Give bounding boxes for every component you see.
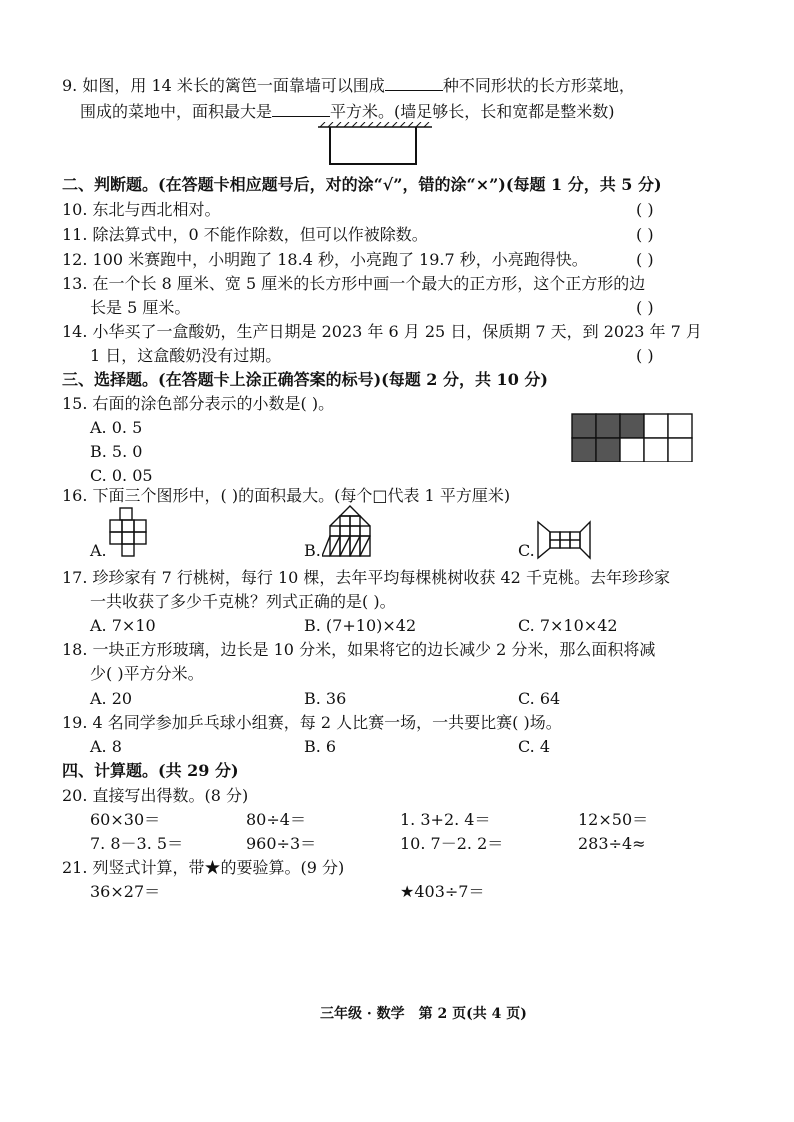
q9-blank-2[interactable] xyxy=(272,100,330,117)
q20-expr[interactable]: 10. 7－2. 2＝ xyxy=(400,834,504,853)
q15-option-c[interactable]: C. 0. 05 xyxy=(90,466,153,485)
q19-option-c[interactable]: C. 4 xyxy=(518,737,551,756)
page-footer: 三年级 · 数学 第 2 页(共 4 页) xyxy=(320,1006,527,1022)
q16-figure-b-house-shape xyxy=(322,504,378,560)
q13-text-1: 13. 在一个长 8 厘米、宽 5 厘米的长方形中画一个最大的正方形，这个正方形的边 xyxy=(62,274,646,293)
q10-text: 10. 东北与西北相对。 xyxy=(62,200,221,219)
q12-text: 12. 100 米赛跑中，小明跑了 18.4 秒，小亮跑了 19.7 秒，小亮跑得快。 xyxy=(62,250,588,269)
q17-option-c[interactable]: C. 7×10×42 xyxy=(518,616,618,635)
q17-stem-1: 17. 珍珍家有 7 行桃树，每行 10 棵，去年平均每棵桃树收获 42 千克桃。去年珍珍家 xyxy=(62,568,670,587)
q20-expr[interactable]: 12×50＝ xyxy=(578,810,649,829)
q20-expr[interactable]: 283÷4≈ xyxy=(578,834,646,853)
q9-blank-1[interactable] xyxy=(385,74,443,91)
q11-answer-paren[interactable]: ( ) xyxy=(636,225,654,244)
q21-expr-star[interactable]: ★403÷7＝ xyxy=(400,882,485,901)
q13-text-2: 长是 5 厘米。 xyxy=(90,298,191,317)
q16-option-b[interactable]: B. xyxy=(304,541,321,560)
q15-shaded-grid xyxy=(570,412,696,462)
q21-stem: 21. 列竖式计算，带★的要验算。(9 分) xyxy=(62,858,345,877)
sec2-heading: 二、判断题。(在答题卡相应题号后，对的涂“√”，错的涂“×”)(每题 1 分，共 5 分) xyxy=(62,175,662,194)
q15-option-b[interactable]: B. 5. 0 xyxy=(90,442,143,461)
q20-expr[interactable]: 960÷3＝ xyxy=(246,834,317,853)
q14-text-2: 1 日，这盒酸奶没有过期。 xyxy=(90,346,282,365)
q16-stem: 16. 下面三个图形中，( )的面积最大。(每个□代表 1 平方厘米) xyxy=(62,486,511,505)
q15-grid-cell-shaded xyxy=(596,414,620,438)
q9-line1 xyxy=(62,74,635,97)
q15-grid-cell-empty xyxy=(644,438,668,462)
q17-option-a[interactable]: A. 7×10 xyxy=(90,616,156,635)
q16-option-c[interactable]: C. xyxy=(518,541,535,560)
q11-text: 11. 除法算式中，0 不能作除数，但可以作被除数。 xyxy=(62,225,428,244)
q18-stem-1: 18. 一块正方形玻璃，边长是 10 分米，如果将它的边长减少 2 分米，那么面积将减 xyxy=(62,640,656,659)
q14-text-1: 14. 小华买了一盒酸奶，生产日期是 2023 年 6 月 25 日，保质期 7 天，到 2023 年 7 月 xyxy=(62,322,702,341)
q13-answer-paren[interactable]: ( ) xyxy=(636,298,654,317)
q18-option-b[interactable]: B. 36 xyxy=(304,689,347,708)
q18-option-a[interactable]: A. 20 xyxy=(90,689,133,708)
q20-expr[interactable]: 7. 8－3. 5＝ xyxy=(90,834,184,853)
q15-grid-cell-empty xyxy=(644,414,668,438)
q14-answer-paren[interactable]: ( ) xyxy=(636,346,654,365)
q20-expr[interactable]: 60×30＝ xyxy=(90,810,161,829)
sec3-heading: 三、选择题。(在答题卡上涂正确答案的标号)(每题 2 分，共 10 分) xyxy=(62,370,548,389)
q9-text-2a: 围成的菜地中，面积最大是 xyxy=(80,102,273,121)
q15-grid-cell-shaded xyxy=(572,414,596,438)
q21-expr[interactable]: 36×27＝ xyxy=(90,882,161,901)
q9-line2 xyxy=(80,100,615,123)
q15-grid-cell-shaded xyxy=(596,438,620,462)
q15-stem: 15. 右面的涂色部分表示的小数是( )。 xyxy=(62,394,335,413)
q17-stem-2: 一共收获了多少千克桃？列式正确的是( )。 xyxy=(90,592,396,611)
q12-answer-paren[interactable]: ( ) xyxy=(636,250,654,269)
sec4-heading: 四、计算题。(共 29 分) xyxy=(62,761,239,780)
q16-figure-c-bowtie-shape xyxy=(536,518,592,562)
q18-option-c[interactable]: C. 64 xyxy=(518,689,561,708)
q19-stem: 19. 4 名同学参加乒乓球小组赛，每 2 人比赛一场，一共要比赛( )场。 xyxy=(62,713,562,732)
q20-expr[interactable]: 1. 3+2. 4＝ xyxy=(400,810,491,829)
q20-stem: 20. 直接写出得数。(8 分) xyxy=(62,786,249,805)
q19-option-a[interactable]: A. 8 xyxy=(90,737,122,756)
q9-wall-figure xyxy=(316,122,436,168)
q15-grid-cell-shaded xyxy=(572,438,596,462)
q9-text-1b: 种不同形状的长方形菜地， xyxy=(442,76,635,95)
q9-text-1a: 9. 如图，用 14 米长的篱笆一面靠墙可以围成 xyxy=(62,76,385,95)
q15-grid-cell-shaded xyxy=(620,414,644,438)
q19-option-b[interactable]: B. 6 xyxy=(304,737,337,756)
q20-expr[interactable]: 80÷4＝ xyxy=(246,810,306,829)
q16-option-a[interactable]: A. xyxy=(90,541,107,560)
q16-figure-a-cross-shape xyxy=(108,506,150,558)
q15-grid-cell-empty xyxy=(668,414,692,438)
q17-option-b[interactable]: B. (7+10)×42 xyxy=(304,616,417,635)
q15-grid-cell-empty xyxy=(620,438,644,462)
q9-text-2b: 平方米。(墙足够长，长和宽都是整米数) xyxy=(330,102,615,121)
q18-stem-2: 少( )平方分米。 xyxy=(90,664,204,683)
q10-answer-paren[interactable]: ( ) xyxy=(636,200,654,219)
q15-grid-cell-empty xyxy=(668,438,692,462)
q15-option-a[interactable]: A. 0. 5 xyxy=(90,418,143,437)
